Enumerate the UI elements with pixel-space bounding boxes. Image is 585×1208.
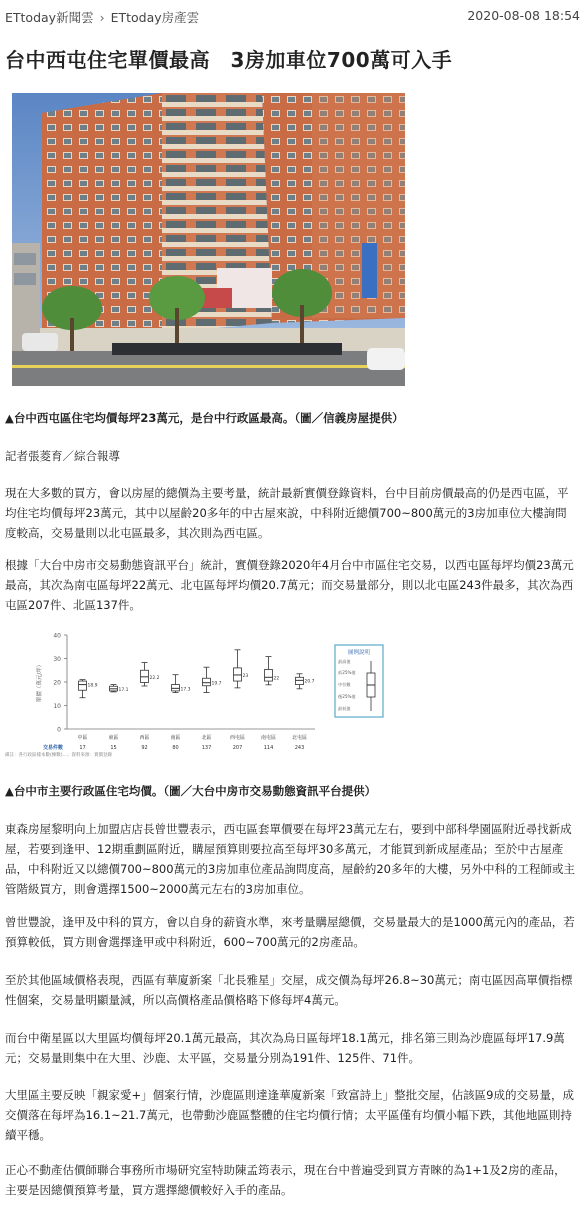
- y-tick-label: 0: [57, 726, 61, 734]
- paragraph-1: 現在大多數的買方，會以房屋的總價為主要考量，統計最新實價登錄資料，台中目前房價最高的仍是西屯區，平均住宅均價每坪23萬元，其中以屋齡20多年的中古屋來說，中科附近總價700~800萬元的3房加車位大樓詢問度較高，交易量則以北屯區最多，其次則為西屯區。: [5, 486, 569, 540]
- legend-item: 最低值: [338, 706, 351, 711]
- legend-item: 後25%值: [338, 694, 356, 699]
- category-label: 西屯區: [229, 735, 246, 741]
- publish-date: 2020-08-08 18:54: [467, 8, 580, 23]
- article-title: 台中西屯住宅單價最高 3房加車位700萬可入手: [5, 48, 453, 72]
- breadcrumb-ettoday-news[interactable]: ETtoday新聞雲: [5, 10, 94, 25]
- article-photo: [12, 93, 405, 386]
- photo-caption: ▲台中西屯區住宅均價每坪23萬元，是台中行政區最高。（圖／信義房屋提供）: [5, 411, 404, 425]
- category-label: 北屯區: [291, 735, 308, 741]
- paragraph-5: 至於其他區域價格表現，西區有華廈新案「北長雅星」交屋，成交價為每坪26.8~30萬元；南屯區因高單價指標性個案，交易量明顯量減，所以高價格產品價格略下修每坪4萬元。: [5, 973, 573, 1007]
- legend-title: 圖例說明: [347, 650, 371, 656]
- top-bar: [5, 8, 580, 26]
- box-4: [203, 678, 211, 686]
- median-label: 17.3: [180, 687, 191, 693]
- legend-item: 前25%值: [338, 670, 356, 675]
- paragraph-7: 大里區主要反映「親家愛+」個案行情，沙鹿區則達逢華廈新案「致富詩上」整批交屋，佔該區9成的交易量，成交價落在每坪為16.1~21.7萬元，也帶動沙鹿區整體的住宅均價行情；太平區僅有均價小幅下跌，其他地區則持續平穩。: [5, 1088, 574, 1142]
- category-label: 南屯區: [260, 735, 277, 741]
- y-axis-label: 單價（萬元/坪）: [37, 661, 43, 703]
- count-label: 207: [232, 745, 243, 751]
- source-note: 備註：各行政區樣本數(棟數)…；資料來源：實價登錄: [5, 753, 113, 758]
- paragraph-8: 正心不動產估價師聯合事務所市場研究室特助陳孟筠表示，現在台中普遍受到買方青睞的為1+1及2房的產品，主要是因總價預算考量，買方選擇總價較好入手的產品。: [5, 1163, 566, 1197]
- median-label: 22.2: [149, 675, 160, 681]
- legend-item: 中位數: [338, 682, 351, 687]
- chart-caption: ▲台中市主要行政區住宅均價。（圖／大台中房市交易動態資訊平台提供）: [5, 784, 377, 798]
- count-label: 15: [110, 745, 117, 751]
- count-label: 243: [294, 745, 305, 751]
- count-label: 80: [172, 745, 179, 751]
- box-3: [172, 685, 180, 691]
- count-label: 92: [141, 745, 148, 751]
- y-tick-label: 40: [53, 632, 61, 640]
- box-6: [265, 670, 273, 682]
- count-label: 137: [201, 745, 212, 751]
- byline: 記者張菱育／綜合報導: [5, 449, 120, 463]
- count-label: 17: [79, 745, 86, 751]
- category-label: 北區: [201, 735, 212, 741]
- boxplot-svg: [5, 625, 405, 760]
- median-label: 22: [273, 676, 280, 682]
- median-label: 23: [242, 673, 249, 679]
- median-label: 17.1: [118, 687, 129, 693]
- median-label: 19.7: [211, 681, 222, 687]
- breadcrumb-separator: ›: [99, 10, 105, 25]
- breadcrumb-ettoday-house[interactable]: ETtoday房產雲: [110, 10, 200, 25]
- paragraph-3: 東森房屋黎明向上加盟店店長曾世豐表示，西屯區套單價要在每坪23萬元左右，要到中部科學園區附近尋找新成屋，若要到逢甲、12期重劃區附近，購屋預算則要拉高至每坪30多萬元，才能買到新成屋產品；至於中古屋產品，中科附近又以總價700~800萬元的3房加車位產品詢問度高，屋齡約20多年的大樓，另外中科的工程師或主管階級買方，則會選擇1500~2000萬元左右的3房加車位。: [5, 822, 575, 896]
- paragraph-2: 根據「大台中房市交易動態資訊平台」統計，實價登錄2020年4月台中市區住宅交易，以西屯區每坪均價23萬元最高，其次為南屯區每坪22萬元、北屯區每坪均價20.7萬元；而交易量部分，則以北屯區243件最多，其次為西屯區207件、北區137件。: [5, 558, 574, 612]
- y-tick-label: 10: [53, 703, 61, 710]
- box-7: [296, 677, 304, 684]
- category-label: 東區: [108, 735, 119, 741]
- legend-item: 最高值: [338, 659, 351, 664]
- breadcrumb: [5, 8, 199, 26]
- paragraph-6: 而台中衛星區以大里區均價每坪20.1萬元最高，其次為烏日區每坪18.1萬元，排名第三則為沙鹿區每坪17.9萬元；交易量則集中在大里、沙鹿、太平區，交易量分別為191件、125件、71件。: [5, 1031, 565, 1065]
- count-label: 114: [263, 745, 274, 751]
- price-boxplot-chart: [5, 625, 405, 760]
- y-tick-label: 20: [53, 679, 61, 687]
- median-label: 18.9: [87, 683, 98, 689]
- building-photo-image: [12, 93, 405, 386]
- count-row-label: 交易件數: [42, 745, 63, 751]
- median-label: 20.7: [304, 679, 315, 685]
- category-label: 南區: [170, 735, 181, 741]
- box-0: [79, 681, 87, 690]
- category-label: 中區: [77, 735, 88, 741]
- paragraph-4: 曾世豐說，逢甲及中科的買方，會以自身的薪資水準，來考量購屋總價，交易量最大的是1000萬元內的產品，若預算較低，買方則會選擇逢甲或中科附近，600~700萬元的2房產品。: [5, 915, 575, 949]
- y-tick-label: 30: [53, 656, 61, 663]
- category-label: 西區: [139, 735, 150, 741]
